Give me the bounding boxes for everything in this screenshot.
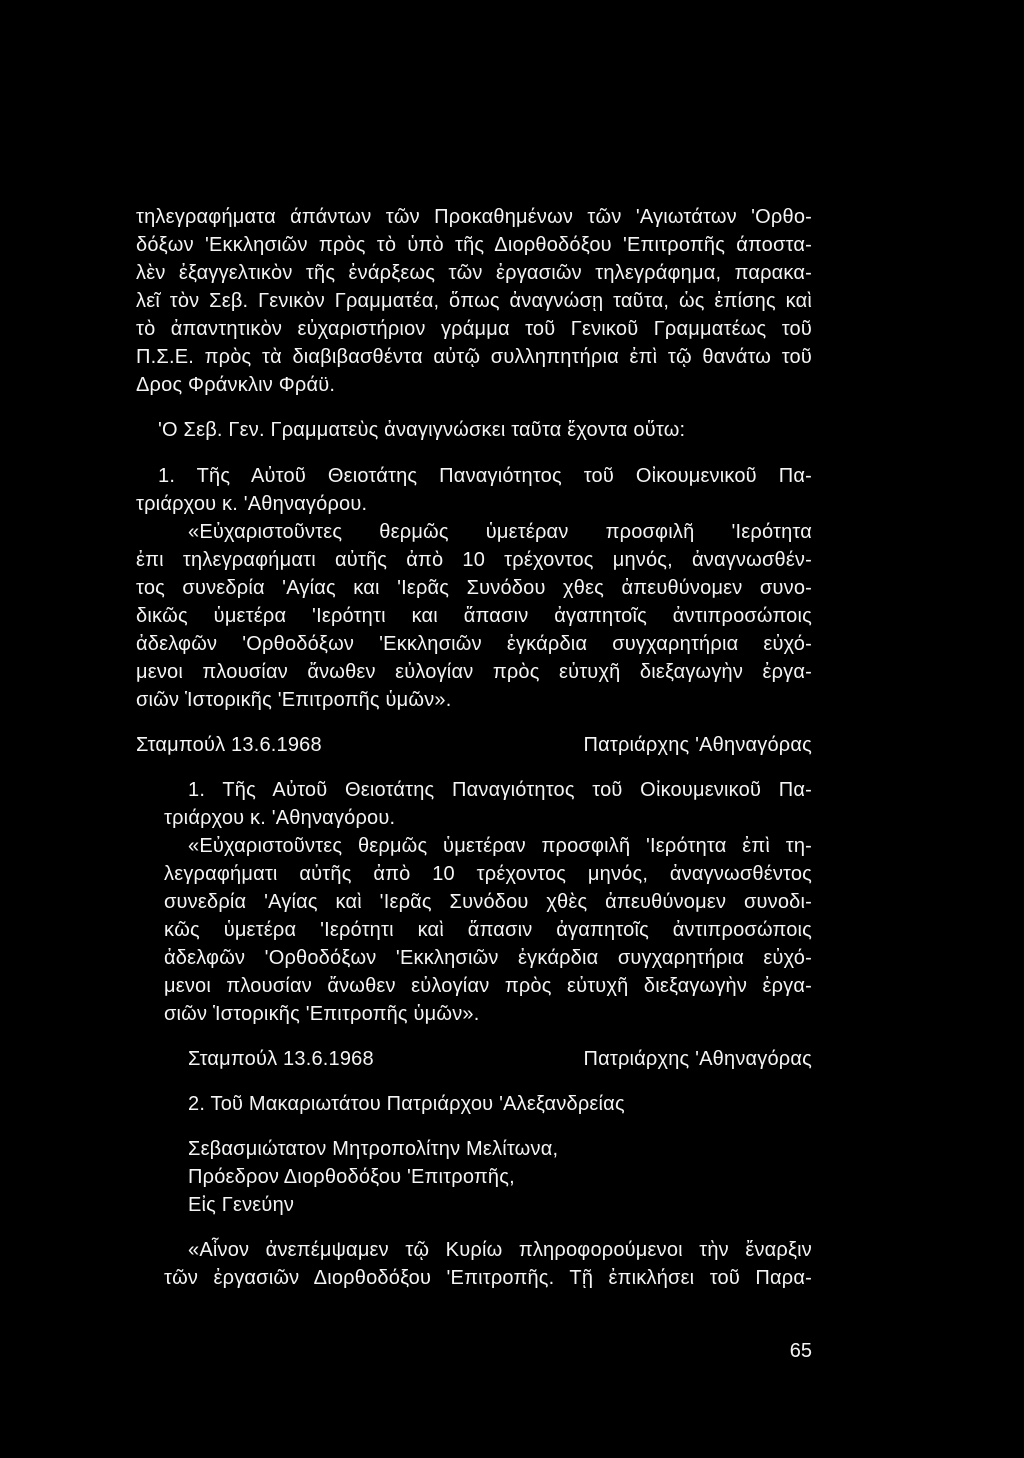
intro-line: τηλεγραφήματα άπάντων τῶν Προκαθημένων τῶν 'Αγιωτάτων 'Ορθο-	[136, 206, 812, 228]
telegram-c-body-line: «Αἶνον ἀνεπέμψαμεν τῷ Κυρίω πληροφορούμενοι τὴν ἔναρξιν	[188, 1239, 812, 1261]
telegram-b-body-line: κῶς ὑμετέρα 'Ιερότητι καὶ ἅπασιν ἀγαπητοῖς ἀντιπροσώποις	[164, 919, 812, 941]
telegram-a-body-line: ἐπι τηλεγραφήματι αὐτῆς ἀπὸ 10 τρέχοντος μηνός, ἀναγνωσθέν-	[136, 549, 812, 571]
telegram-b-body-line: λεγραφήματι αὐτῆς ἀπὸ 10 τρέχοντος μηνός, ἀναγνωσθέντος	[164, 863, 812, 885]
telegram-a-heading: τριάρχου κ. 'Αθηναγόρου.	[136, 493, 368, 515]
telegram-b-heading: 1. Τῆς Αὐτοῦ Θειοτάτης Παναγιότητος τοῦ Οἰκουμενικοῦ Πα-	[188, 779, 812, 801]
telegram-b-heading: τριάρχου κ. 'Αθηναγόρου.	[164, 807, 396, 829]
intro-line: Π.Σ.Ε. πρὸς τὰ διαβιβασθέντα αὐτῷ συλληπητήρια ἐπὶ τῷ θανάτω τοῦ	[136, 346, 812, 368]
intro-line: λεῖ τὸν Σεβ. Γενικὸν Γραμματέα, ὅπως ἀναγνώσῃ ταῦτα, ὡς ἐπίσης καὶ	[136, 290, 812, 312]
intro-line: τὸ ἀπαντητικὸν εὐχαριστήριον γράμμα τοῦ Γενικοῦ Γραμματέως τοῦ	[136, 318, 812, 340]
telegram-b-body-line: ἀδελφῶν 'Ορθοδόξων 'Εκκλησιῶν ἐγκάρδια συγχαρητήρια εὐχό-	[164, 947, 812, 969]
telegram-b-body-line: συνεδρία 'Αγίας καὶ 'Ιερᾶς Συνόδου χθὲς ἀπευθύνομεν συνοδι-	[164, 891, 812, 913]
telegram-a-body-line: τος συνεδρία 'Αγίας και 'Ιερᾶς Συνόδου χθες ἀπευθύνομεν συνο-	[136, 577, 812, 599]
telegram-b-place-date: Σταμπούλ 13.6.1968	[188, 1048, 374, 1070]
telegram-a-body-line: σιῶν Ἱστορικῆς 'Επιτροπῆς ὑμῶν».	[136, 689, 452, 711]
telegram-c-body-line: τῶν ἐργασιῶν Διορθοδόξου 'Επιτροπῆς. Τῇ ἐπικλήσει τοῦ Παρα-	[164, 1267, 812, 1289]
telegram-c-address-line: Σεβασμιώτατον Μητροπολίτην Μελίτωνα,	[188, 1138, 559, 1160]
telegram-a-signature: Πατριάρχης 'Αθηναγόρας	[583, 734, 812, 756]
telegram-b-body-line: σιῶν Ἱστορικῆς 'Επιτροπῆς ὑμῶν».	[164, 1003, 480, 1025]
page-number: 65	[789, 1340, 812, 1362]
telegram-a-heading: 1. Τῆς Αὐτοῦ Θειοτάτης Παναγιότητος τοῦ Οἰκουμενικοῦ Πα-	[158, 465, 812, 487]
telegram-a-body-line: δικῶς ὑμετέρα 'Ιερότητι και ἅπασιν ἀγαπητοῖς ἀντιπροσώποις	[136, 605, 812, 627]
intro-line: δόξων 'Εκκλησιῶν πρὸς τὸ ὑπὸ τῆς Διορθοδόξου 'Επιτροπῆς άποστα-	[136, 234, 812, 256]
reading-line: 'Ο Σεβ. Γεν. Γραμματεὺς ἀναγιγνώσκει ταῦτα ἔχοντα οὕτω:	[158, 419, 686, 441]
telegram-a-body-line: μενοι πλουσίαν ἄνωθεν εὐλογίαν πρὸς εὐτυχῆ διεξαγωγὴν ἐργα-	[136, 661, 812, 683]
telegram-c-address-line: Εἰς Γενεύην	[188, 1194, 295, 1216]
telegram-c-address-line: Πρόεδρον Διορθοδόξου 'Επιτροπῆς,	[188, 1166, 515, 1188]
telegram-b-body-line: «Εὐχαριστοῦντες θερμῶς ὑμετέραν προσφιλῆ 'Ιερότητα ἐπὶ τη-	[188, 835, 812, 857]
telegram-b-signature: Πατριάρχης 'Αθηναγόρας	[583, 1048, 812, 1070]
telegram-b-body-line: μενοι πλουσίαν ἄνωθεν εὐλογίαν πρὸς εὐτυχῆ διεξαγωγὴν ἐργα-	[164, 975, 812, 997]
telegram-c-heading: 2. Τοῦ Μακαριωτάτου Πατριάρχου 'Αλεξανδρείας	[188, 1093, 625, 1115]
telegram-a-body-line: ἀδελφῶν 'Ορθοδόξων 'Εκκλησιῶν ἐγκάρδια συγχαρητήρια εὐχό-	[136, 633, 812, 655]
telegram-a-place-date: Σταμπούλ 13.6.1968	[136, 734, 322, 756]
telegram-a-body-line: «Εὐχαριστοῦντες θερμῶς ὑμετέραν προσφιλῆ 'Ιερότητα	[188, 521, 812, 543]
intro-line: λὲν ἐξαγγελτικὸν τῆς ἐνάρξεως τῶν ἐργασιῶν τηλεγράφημα, παρακα-	[136, 262, 812, 284]
intro-line: Δρος Φράνκλιν Φράϋ.	[136, 374, 336, 396]
